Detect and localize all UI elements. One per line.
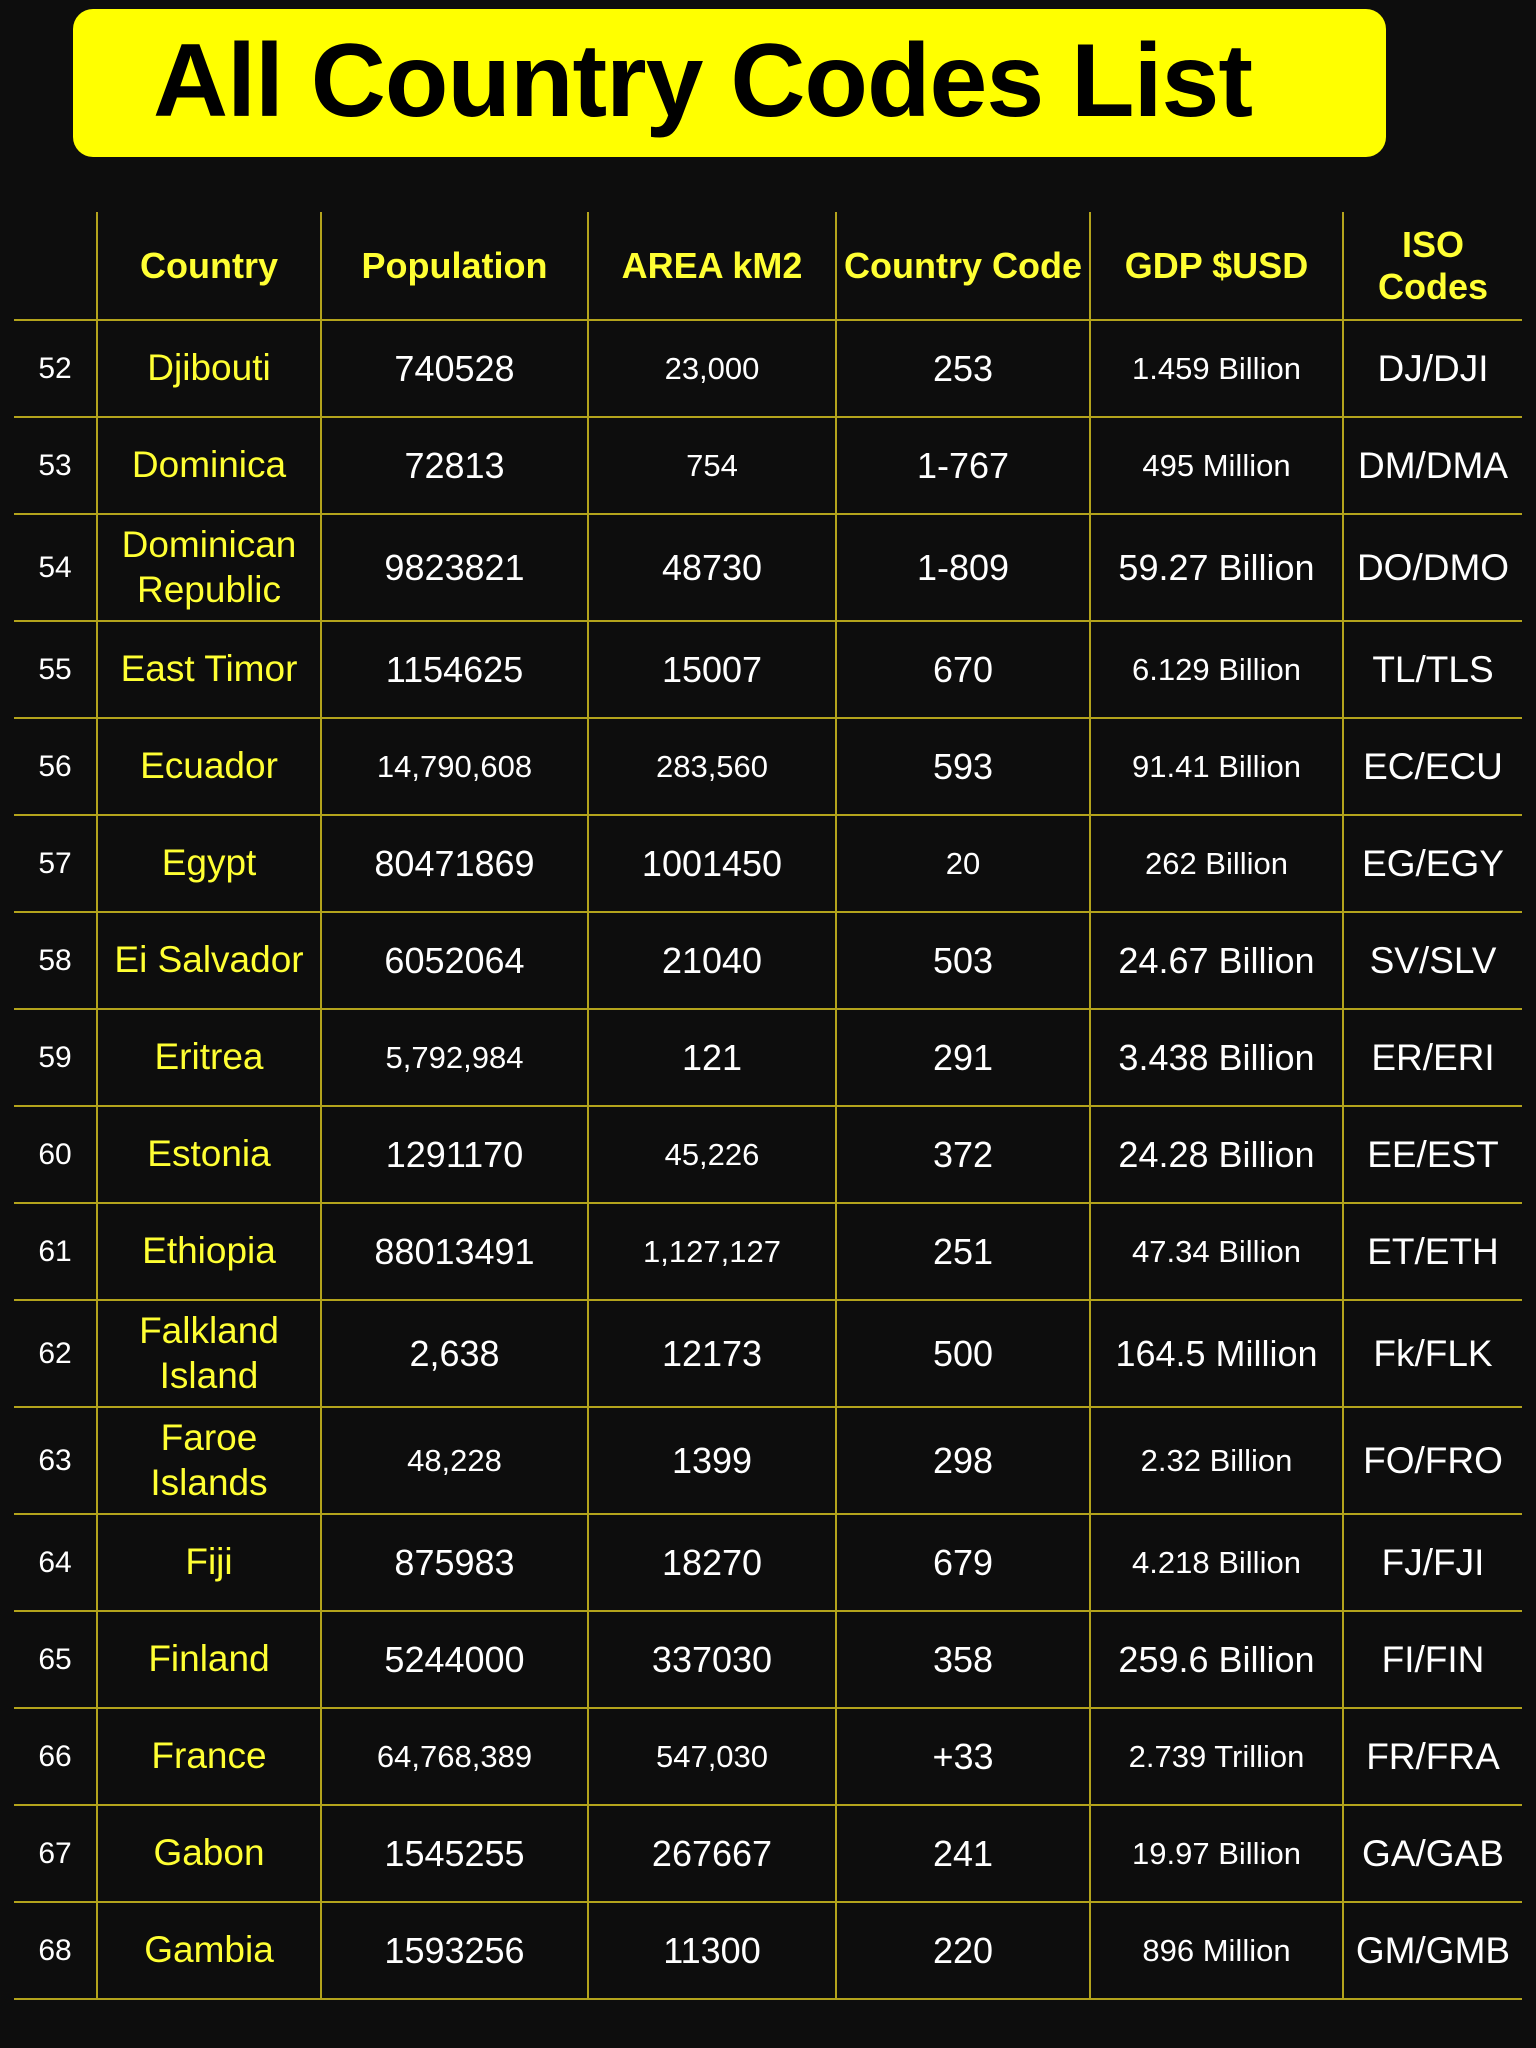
- cell-iso-codes: FO/FRO: [1343, 1407, 1522, 1514]
- header-index: [14, 212, 97, 320]
- cell-iso-codes: GA/GAB: [1343, 1805, 1522, 1902]
- cell-iso-codes: DM/DMA: [1343, 417, 1522, 514]
- cell-population: 88013491: [321, 1203, 588, 1300]
- table-row: [14, 1106, 1522, 1203]
- cell-index: 61: [14, 1203, 97, 1300]
- cell-country-code: 372: [836, 1106, 1090, 1203]
- cell-country: Eritrea: [97, 1009, 321, 1106]
- cell-population: 80471869: [321, 815, 588, 912]
- cell-gdp: 19.97 Billion: [1090, 1805, 1343, 1902]
- cell-area: 283,560: [588, 718, 836, 815]
- cell-country-code: 593: [836, 718, 1090, 815]
- cell-iso-codes: GM/GMB: [1343, 1902, 1522, 1999]
- table-row: [14, 912, 1522, 1009]
- cell-country: Djibouti: [97, 320, 321, 417]
- cell-country-code: 500: [836, 1300, 1090, 1407]
- table-row: [14, 621, 1522, 718]
- country-codes-table: [14, 212, 1522, 2000]
- cell-gdp: 47.34 Billion: [1090, 1203, 1343, 1300]
- cell-area: 15007: [588, 621, 836, 718]
- cell-index: 65: [14, 1611, 97, 1708]
- cell-country-code: 1-809: [836, 514, 1090, 621]
- cell-country-code: 241: [836, 1805, 1090, 1902]
- header-population: Population: [321, 212, 588, 320]
- cell-gdp: 91.41 Billion: [1090, 718, 1343, 815]
- cell-area: 337030: [588, 1611, 836, 1708]
- cell-index: 57: [14, 815, 97, 912]
- cell-gdp: 2.739 Trillion: [1090, 1708, 1343, 1805]
- header-row: [14, 212, 1522, 320]
- cell-area: 1001450: [588, 815, 836, 912]
- cell-iso-codes: EC/ECU: [1343, 718, 1522, 815]
- cell-population: 740528: [321, 320, 588, 417]
- cell-country: Dominica: [97, 417, 321, 514]
- cell-country-code: 1-767: [836, 417, 1090, 514]
- cell-area: 547,030: [588, 1708, 836, 1805]
- cell-country-code: 220: [836, 1902, 1090, 1999]
- cell-iso-codes: SV/SLV: [1343, 912, 1522, 1009]
- cell-index: 67: [14, 1805, 97, 1902]
- cell-population: 5244000: [321, 1611, 588, 1708]
- cell-country: Estonia: [97, 1106, 321, 1203]
- table-row: [14, 1902, 1522, 1999]
- cell-iso-codes: TL/TLS: [1343, 621, 1522, 718]
- cell-gdp: 4.218 Billion: [1090, 1514, 1343, 1611]
- cell-gdp: 1.459 Billion: [1090, 320, 1343, 417]
- cell-gdp: 24.28 Billion: [1090, 1106, 1343, 1203]
- cell-country: France: [97, 1708, 321, 1805]
- cell-index: 66: [14, 1708, 97, 1805]
- cell-area: 11300: [588, 1902, 836, 1999]
- cell-index: 56: [14, 718, 97, 815]
- cell-population: 1291170: [321, 1106, 588, 1203]
- table-row: [14, 1514, 1522, 1611]
- cell-population: 1545255: [321, 1805, 588, 1902]
- cell-iso-codes: FI/FIN: [1343, 1611, 1522, 1708]
- cell-area: 21040: [588, 912, 836, 1009]
- cell-area: 1,127,127: [588, 1203, 836, 1300]
- cell-index: 58: [14, 912, 97, 1009]
- cell-country-code: 670: [836, 621, 1090, 718]
- cell-area: 754: [588, 417, 836, 514]
- cell-index: 52: [14, 320, 97, 417]
- cell-population: 14,790,608: [321, 718, 588, 815]
- table-row: [14, 718, 1522, 815]
- cell-country-code: 291: [836, 1009, 1090, 1106]
- table-header: [14, 212, 1522, 320]
- header-country: Country: [97, 212, 321, 320]
- table-row: [14, 514, 1522, 621]
- cell-country-code: 679: [836, 1514, 1090, 1611]
- cell-gdp: 896 Million: [1090, 1902, 1343, 1999]
- cell-country: Ecuador: [97, 718, 321, 815]
- table-row: [14, 417, 1522, 514]
- cell-gdp: 2.32 Billion: [1090, 1407, 1343, 1514]
- title-banner: [73, 9, 1386, 157]
- cell-gdp: 3.438 Billion: [1090, 1009, 1343, 1106]
- table-row: [14, 1407, 1522, 1514]
- cell-population: 1593256: [321, 1902, 588, 1999]
- cell-iso-codes: EG/EGY: [1343, 815, 1522, 912]
- cell-iso-codes: EE/EST: [1343, 1106, 1522, 1203]
- cell-gdp: 259.6 Billion: [1090, 1611, 1343, 1708]
- cell-gdp: 495 Million: [1090, 417, 1343, 514]
- cell-country: Ei Salvador: [97, 912, 321, 1009]
- cell-index: 59: [14, 1009, 97, 1106]
- page-title: All Country Codes List: [153, 23, 1252, 139]
- cell-index: 53: [14, 417, 97, 514]
- header-country-code: Country Code: [836, 212, 1090, 320]
- cell-area: 1399: [588, 1407, 836, 1514]
- cell-iso-codes: ET/ETH: [1343, 1203, 1522, 1300]
- cell-gdp: 6.129 Billion: [1090, 621, 1343, 718]
- cell-area: 18270: [588, 1514, 836, 1611]
- cell-gdp: 24.67 Billion: [1090, 912, 1343, 1009]
- cell-country: Egypt: [97, 815, 321, 912]
- cell-country: Gabon: [97, 1805, 321, 1902]
- cell-country: Ethiopia: [97, 1203, 321, 1300]
- table-row: [14, 1203, 1522, 1300]
- cell-iso-codes: DO/DMO: [1343, 514, 1522, 621]
- cell-population: 1154625: [321, 621, 588, 718]
- cell-gdp: 59.27 Billion: [1090, 514, 1343, 621]
- cell-country: Dominican Republic: [97, 514, 321, 621]
- cell-population: 6052064: [321, 912, 588, 1009]
- cell-area: 121: [588, 1009, 836, 1106]
- table-row: [14, 1009, 1522, 1106]
- cell-index: 55: [14, 621, 97, 718]
- cell-country-code: 251: [836, 1203, 1090, 1300]
- cell-country-code: +33: [836, 1708, 1090, 1805]
- table-row: [14, 1611, 1522, 1708]
- cell-country-code: 253: [836, 320, 1090, 417]
- cell-country: Fiji: [97, 1514, 321, 1611]
- cell-population: 875983: [321, 1514, 588, 1611]
- cell-index: 64: [14, 1514, 97, 1611]
- cell-gdp: 164.5 Million: [1090, 1300, 1343, 1407]
- cell-area: 23,000: [588, 320, 836, 417]
- cell-index: 62: [14, 1300, 97, 1407]
- cell-iso-codes: FR/FRA: [1343, 1708, 1522, 1805]
- cell-country: Gambia: [97, 1902, 321, 1999]
- cell-index: 54: [14, 514, 97, 621]
- cell-country: Faroe Islands: [97, 1407, 321, 1514]
- cell-country-code: 503: [836, 912, 1090, 1009]
- cell-population: 64,768,389: [321, 1708, 588, 1805]
- table-row: [14, 320, 1522, 417]
- cell-population: 48,228: [321, 1407, 588, 1514]
- cell-iso-codes: Fk/FLK: [1343, 1300, 1522, 1407]
- cell-area: 12173: [588, 1300, 836, 1407]
- cell-country-code: 298: [836, 1407, 1090, 1514]
- table-body: [14, 320, 1522, 1999]
- cell-country: East Timor: [97, 621, 321, 718]
- table-row: [14, 1708, 1522, 1805]
- table-row: [14, 1300, 1522, 1407]
- header-gdp: GDP $USD: [1090, 212, 1343, 320]
- cell-iso-codes: ER/ERI: [1343, 1009, 1522, 1106]
- cell-area: 45,226: [588, 1106, 836, 1203]
- cell-population: 72813: [321, 417, 588, 514]
- cell-area: 267667: [588, 1805, 836, 1902]
- table-row: [14, 815, 1522, 912]
- cell-iso-codes: DJ/DJI: [1343, 320, 1522, 417]
- cell-country: Finland: [97, 1611, 321, 1708]
- cell-gdp: 262 Billion: [1090, 815, 1343, 912]
- table-row: [14, 1805, 1522, 1902]
- cell-index: 68: [14, 1902, 97, 1999]
- cell-population: 2,638: [321, 1300, 588, 1407]
- data-table: [14, 212, 1522, 2000]
- cell-index: 60: [14, 1106, 97, 1203]
- header-area: AREA kM2: [588, 212, 836, 320]
- cell-country: Falkland Island: [97, 1300, 321, 1407]
- cell-country-code: 20: [836, 815, 1090, 912]
- cell-iso-codes: FJ/FJI: [1343, 1514, 1522, 1611]
- cell-population: 9823821: [321, 514, 588, 621]
- cell-population: 5,792,984: [321, 1009, 588, 1106]
- cell-index: 63: [14, 1407, 97, 1514]
- cell-country-code: 358: [836, 1611, 1090, 1708]
- header-iso-codes: ISO Codes: [1343, 212, 1522, 320]
- cell-area: 48730: [588, 514, 836, 621]
